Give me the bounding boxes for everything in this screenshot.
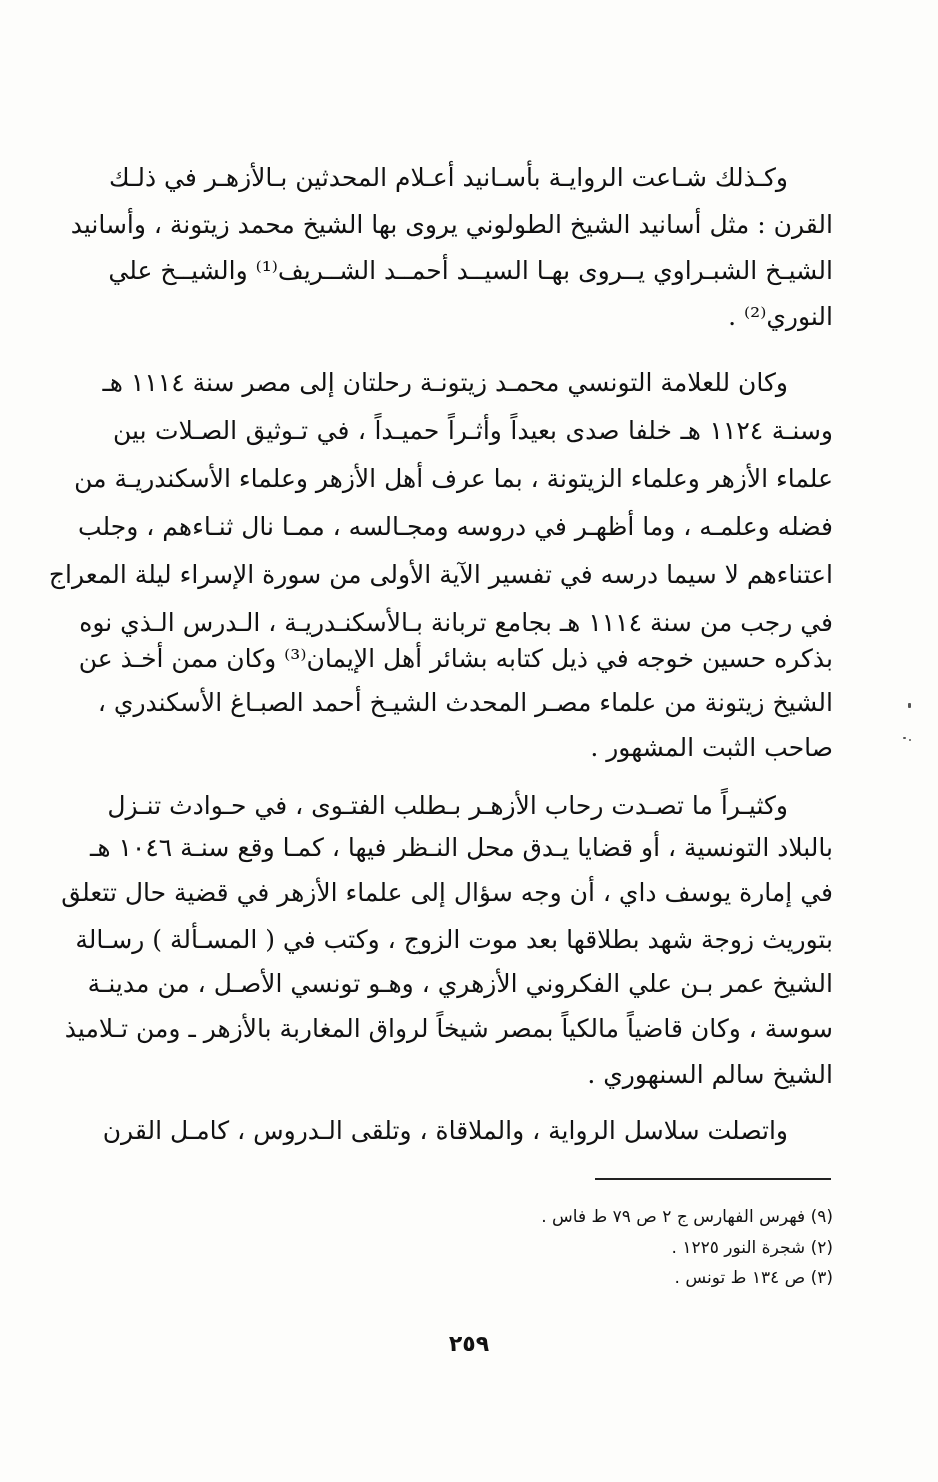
text-line: في إمارة يوسف داي ، أن وجه سؤال إلى علماء الأزهر في قضية حال تتعلق xyxy=(61,878,833,907)
text-line: وكثيـراً ما تصـدت رحاب الأزهـر بـطلب الفتـوى ، في حـوادث تنـزل xyxy=(107,791,788,820)
footnote-divider xyxy=(595,1178,831,1180)
text-line: النوري⁽²⁾ . xyxy=(728,302,833,331)
text-line: القرن : مثل أسانيد الشيخ الطولوني يروى بها الشيخ محمد زيتونة ، وأسانيد xyxy=(70,210,833,239)
text-line: واتصلت سلاسل الرواية ، والملاقاة ، وتلقى الـدروس ، كامـل القرن xyxy=(102,1116,788,1145)
page-number: ٢٥٩ xyxy=(448,1332,490,1357)
text-line: فضله وعلمـه ، وما أظهـر في دروسه ومجـالسه ، ممـا نال ثنـاءهم ، وجلب xyxy=(77,512,833,541)
text-line: بتوريث زوجة شهد بطلاقها بعد موت الزوج ، وكتب في ( المسـألة ) رسـالة xyxy=(75,925,833,954)
text-line: وسنـة ١١٢٤ هـ خلفا صدى بعيداً وأثـراً حميـداً ، في تـوثيق الصـلات بين xyxy=(113,416,833,445)
text-line: علماء الأزهر وعلماء الزيتونة ، بما عرف أهل الأزهر وعلماء الأسكندريـة من xyxy=(74,464,833,493)
text-line: في رجب من سنة ١١١٤ هـ بجامع تربانة بـالأسكنـدريـة ، الـدرس الـذي نوه xyxy=(79,608,833,637)
text-line: الشيخ سالم السنهوري . xyxy=(587,1060,833,1089)
text-line: اعتناءهم لا سيما درسه في تفسير الآية الأولى من سورة الإسراء ليلة المعراج xyxy=(48,560,833,589)
text-line: الشيخ زيتونة من علماء مصـر المحدث الشيـخ أحمد الصبـاغ الأسكندري ، xyxy=(97,688,833,717)
footnote: (٩) فهرس الفهارس ج ٢ ص ٧٩ ط فاس . xyxy=(541,1207,833,1227)
text-line: وكان للعلامة التونسي محمـد زيتونـة رحلتان إلى مصر سنة ١١١٤ هـ xyxy=(102,368,788,397)
text-line: وكـذلك شـاعت الروايـة بأسـانيد أعـلام المحدثين بـالأزهـر في ذلـك xyxy=(108,163,788,192)
text-line: سوسة ، وكان قاضياً مالكياً بمصر شيخاً لرواق المغاربة بالأزهر ـ ومن تـلاميذ xyxy=(64,1014,833,1043)
scan-speck xyxy=(909,739,911,741)
text-line: بالبلاد التونسية ، أو قضايا يـدق محل النـظر فيها ، كمـا وقع سنـة ١٠٤٦ هـ xyxy=(90,833,833,862)
text-line: بذكره حسين خوجه في ذيل كتابه بشائر أهل الإيمان⁽³⁾ وكان ممن أخـذ عن xyxy=(78,644,833,673)
scan-speck xyxy=(908,703,911,708)
scan-speck xyxy=(903,737,906,739)
footnote: (٣) ص ١٣٤ ط تونس . xyxy=(674,1268,833,1288)
text-line: الشيـخ الشبـراوي يــروى بهـا السيــد أحمــد الشــريف⁽¹⁾ والشيــخ علي xyxy=(108,256,833,285)
footnote: (٢) شجرة النور ١٢٢٥ . xyxy=(671,1238,833,1258)
text-line: الشيخ عمر بـن علي الفكروني الأزهري ، وهـو تونسي الأصـل ، من مدينـة xyxy=(87,969,833,998)
text-line: صاحب الثبت المشهور . xyxy=(590,733,833,762)
